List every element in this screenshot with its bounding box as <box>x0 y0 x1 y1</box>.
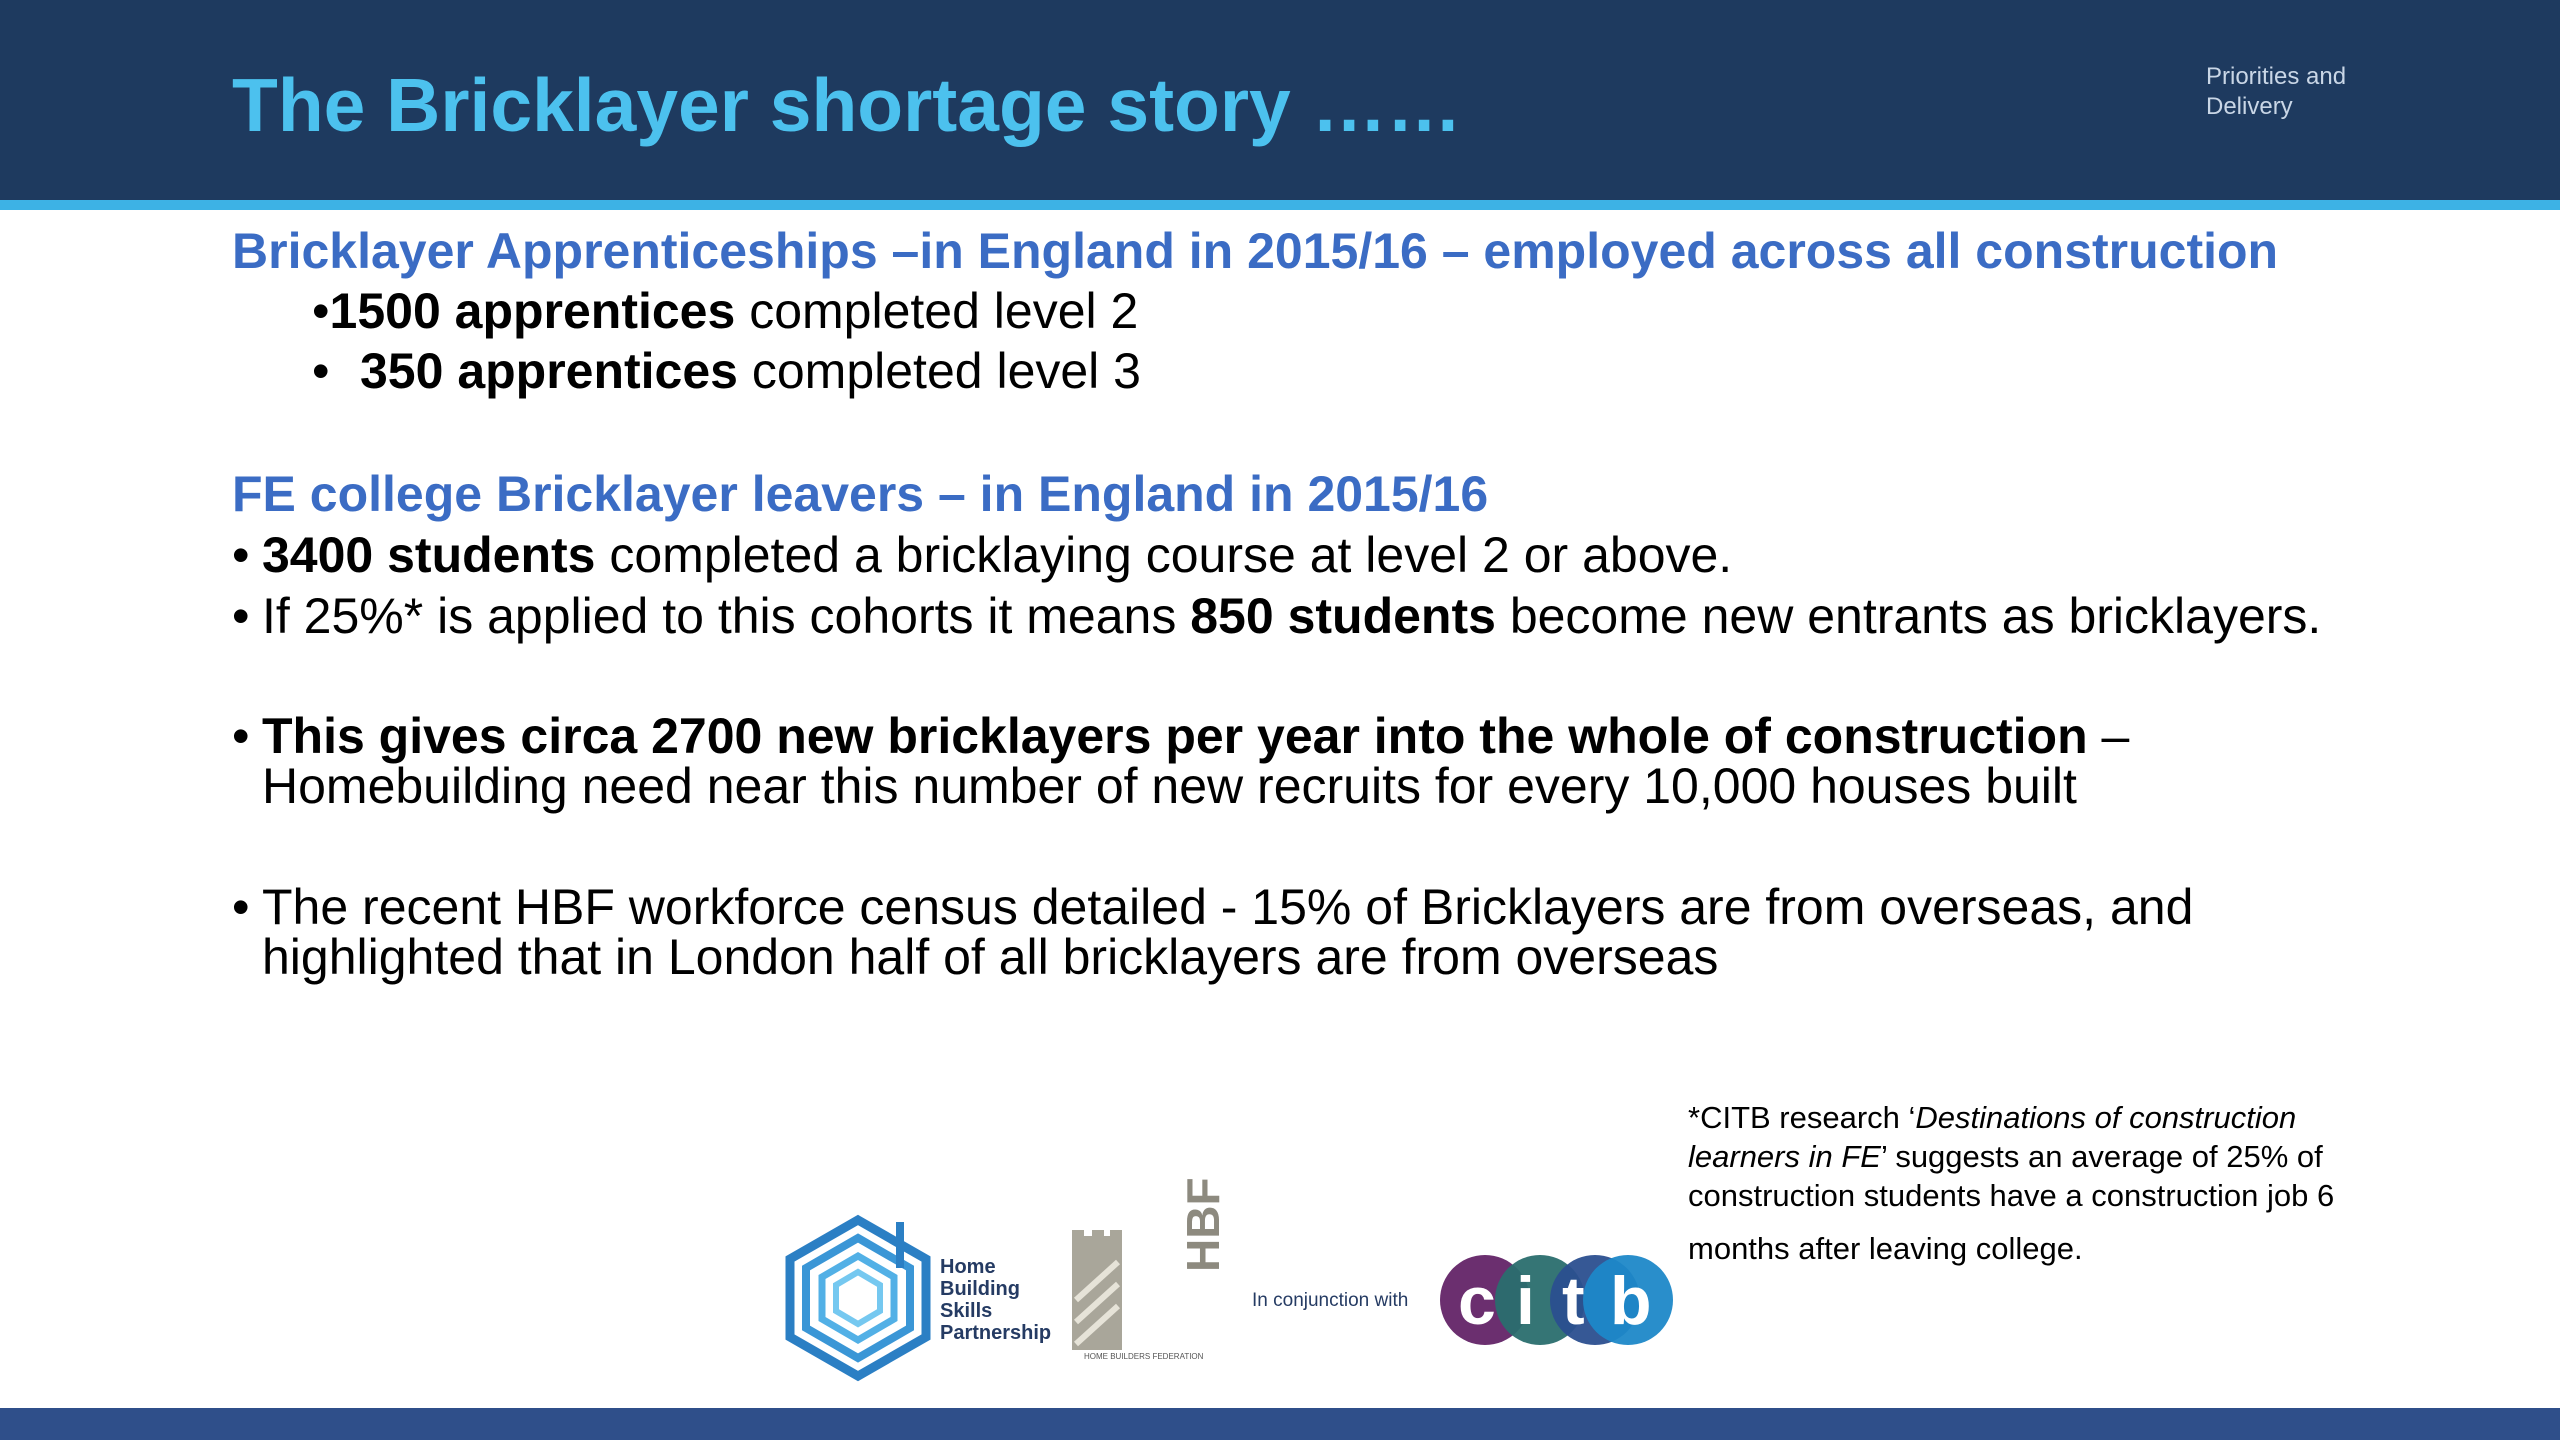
bullet-marker: • <box>312 343 330 399</box>
bullet-marker: • <box>232 527 250 583</box>
bullet-marker: • <box>232 879 250 935</box>
hbf-logo-icon <box>1072 1230 1122 1350</box>
hbsp-logo-text <box>940 1256 1051 1344</box>
bullet-bold: This gives circa 2700 new bricklayers per year into the whole of construction <box>262 708 2088 764</box>
bullet-marker: • <box>232 708 250 764</box>
footer-bar <box>0 1408 2560 1440</box>
apprenticeships-heading: Bricklayer Apprenticeships –in England in 2015/16 – employed across all construction <box>232 223 2279 279</box>
hbsp-logo-icon <box>790 1220 926 1376</box>
bullet-hbf-census <box>232 879 2194 985</box>
header-accent-rule <box>0 200 2560 210</box>
fe-college-heading: FE college Bricklayer leavers – in England in 2015/16 <box>232 466 1489 522</box>
bullet-new-bricklayers-per-year <box>232 708 2130 814</box>
bullet-marker: • <box>312 283 330 339</box>
bullet-pre-text: If 25%* is applied to this cohorts it means <box>262 588 1191 644</box>
bullet-bold: 1500 apprentices <box>329 283 736 339</box>
footnote-last-line: months after leaving college. <box>1688 1231 2083 1266</box>
bullet-bold: 850 students <box>1190 588 1496 644</box>
citb-letter: b <box>1610 1263 1652 1339</box>
conjunction-label: In conjunction with <box>1252 1290 1409 1311</box>
footnote-post: ’ suggests an average of 25% of construction students have a construction job 6 <box>1688 1139 2335 1213</box>
citb-letter: c <box>1458 1263 1496 1339</box>
bullet-bold: 350 apprentices <box>360 343 738 399</box>
section-label-line1: Priorities and <box>2206 63 2347 90</box>
bullet-line2: highlighted that in London half of all bricklayers are from overseas <box>262 929 1719 985</box>
citb-letter: i <box>1516 1263 1535 1339</box>
section-label-line2: Delivery <box>2206 93 2293 120</box>
bullet-new-entrants <box>232 587 2321 645</box>
bullet-text: The recent HBF workforce census detailed - 15% of Bricklayers are from overseas, and <box>262 879 2194 935</box>
hbsp-word: Home <box>940 1256 996 1278</box>
bullet-text: completed level 2 <box>735 283 1139 339</box>
hbf-logo-subtitle: HOME BUILDERS FEDERATION <box>1084 1352 1204 1361</box>
bullet-text: completed a bricklaying course at level 2 or above. <box>595 527 1733 583</box>
bullet-bold: 3400 students <box>262 527 596 583</box>
bullet-level3-apprentices <box>312 342 1141 400</box>
bullet-students-completed <box>232 526 1732 584</box>
bullet-text: completed level 3 <box>737 343 1141 399</box>
bullet-line2: Homebuilding need near this number of new recruits for every 10,000 houses built <box>262 758 2077 814</box>
hbsp-word: Building <box>940 1278 1020 1300</box>
hbf-logo-letters: HBF <box>1177 1177 1229 1272</box>
bullet-text: become new entrants as bricklayers. <box>1495 588 2322 644</box>
bullet-line1 <box>232 708 2130 764</box>
section-label <box>2206 62 2346 122</box>
bullet-marker: • <box>232 588 250 644</box>
bullet-text: – <box>2087 708 2130 764</box>
hbsp-word: Skills <box>940 1300 993 1322</box>
footnote-source-title: Destinations of construction learners in FE <box>1688 1100 2297 1174</box>
bullet-line1 <box>232 879 2194 935</box>
citb-letter: t <box>1562 1263 1585 1339</box>
bullet-level2-apprentices <box>312 282 1138 340</box>
hbsp-word: Partnership <box>940 1322 1052 1344</box>
slide-title: The Bricklayer shortage story …… <box>232 63 1462 147</box>
citb-logo-text <box>1458 1262 1652 1340</box>
footnote-pre: *CITB research ‘ <box>1688 1100 1916 1135</box>
